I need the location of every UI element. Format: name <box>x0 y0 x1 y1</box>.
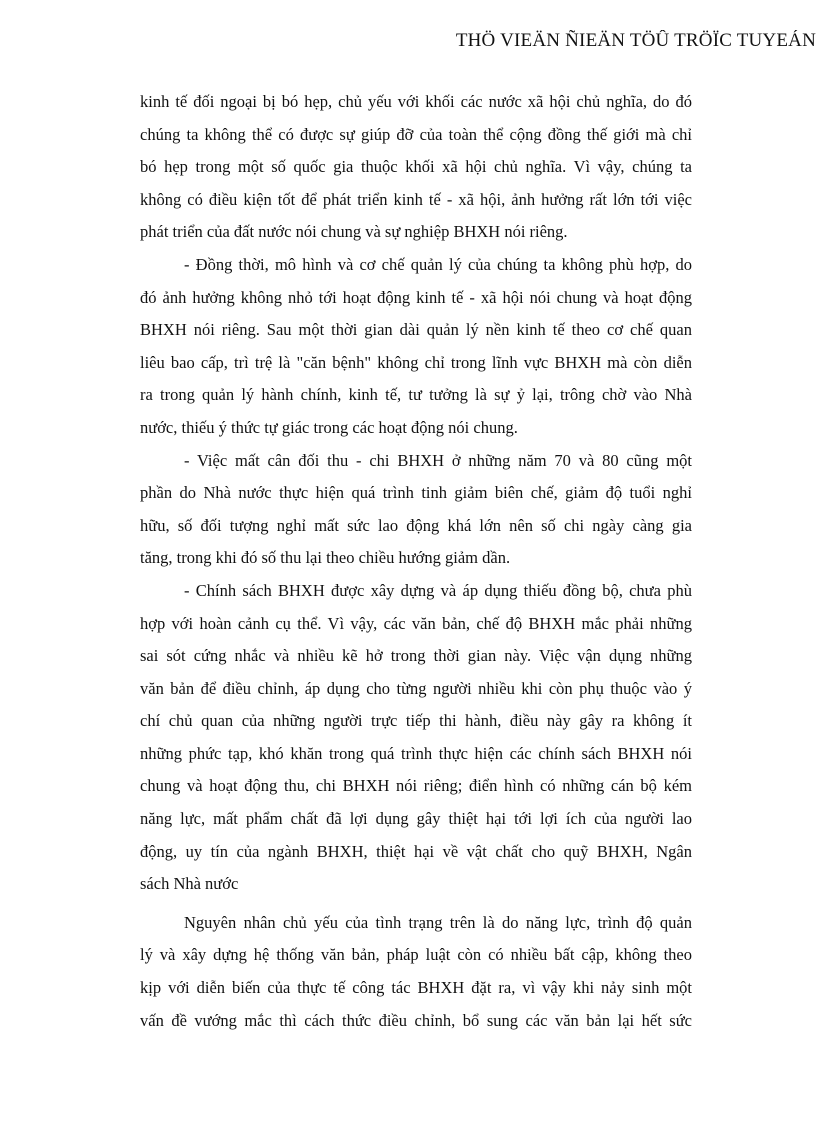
text-line: BHXH nói riêng. Sau một thời gian dài quản lý nền kinh tế theo cơ chế quan <box>140 320 692 340</box>
text-line: phát triển của đất nước nói chung và sự nghiệp BHXH nói riêng. <box>140 222 568 242</box>
text-line: nước, thiếu ý thức tự giác trong các hoạt động nói chung. <box>140 417 518 437</box>
text-line: kinh tế đối ngoại bị bó hẹp, chủ yếu với khối các nước xã hội chủ nghĩa, do đó <box>140 92 692 111</box>
text-line: lý và xây dựng hệ thống văn bản, pháp luật còn có nhiều bất cập, không theo <box>140 945 692 965</box>
paragraph-5 <box>140 907 692 1037</box>
text-line: ra trong quản lý hành chính, kinh tế, tư tưởng là sự ỷ lại, trông chờ vào Nhà <box>140 385 692 405</box>
page-header <box>356 30 816 52</box>
text-line: vấn đề vướng mắc thì cách thức điều chỉnh, bổ sung các văn bản lại hết sức <box>140 1010 692 1030</box>
paragraph-4 <box>140 575 692 901</box>
text-line: không có điều kiện tốt để phát triển kinh tế - xã hội, ảnh hưởng rất lớn tới việc <box>140 189 692 209</box>
header-title: THÖ VIEÄN ÑIEÄN TÖÛ TRÖÏC TUYEÁN <box>455 30 816 51</box>
text-line: chúng ta không thể có được sự giúp đỡ của toàn thể cộng đồng thế giới mà chỉ <box>140 124 692 144</box>
text-line: sách Nhà nước <box>140 874 239 894</box>
text-line: - Việc mất cân đối thu - chi BHXH ở những năm 70 và 80 cũng một <box>184 450 692 470</box>
text-line: tăng, trong khi đó số thu lại theo chiều hướng giảm dần. <box>140 548 511 568</box>
text-line: văn bản để điều chỉnh, áp dụng cho từng người nhiều khi còn phụ thuộc vào ý <box>140 678 692 698</box>
text-line: đó ảnh hưởng không nhỏ tới hoạt động kinh tế - xã hội nói chung và hoạt động <box>140 287 692 307</box>
text-line: năng lực, mất phẩm chất đã lợi dụng gây thiệt hại tới lợi ích của người lao <box>140 809 692 829</box>
text-line: Nguyên nhân chủ yếu của tình trạng trên là do năng lực, trình độ quản <box>184 912 692 932</box>
text-line: động, uy tín của ngành BHXH, thiệt hại về vật chất cho quỹ BHXH, Ngân <box>140 841 692 861</box>
paragraph-1 <box>140 86 692 249</box>
text-line: phần do Nhà nước thực hiện quá trình tinh giảm biên chế, giảm độ tuổi nghỉ <box>140 483 692 503</box>
paragraph-3 <box>140 445 692 575</box>
text-line: những phức tạp, khó khăn trong quá trình thực hiện các chính sách BHXH nói <box>140 743 692 763</box>
text-line: chung và hoạt động thu, chi BHXH nói riêng; điển hình có những cán bộ kém <box>140 776 692 796</box>
text-line: chí chủ quan của những người trực tiếp thi hành, điều này gây ra không ít <box>140 711 692 731</box>
paragraph-2 <box>140 249 692 445</box>
text-line: kịp với diễn biến của thực tế công tác BHXH đặt ra, vì vậy khi nảy sinh một <box>140 978 692 998</box>
document-body <box>140 86 692 1037</box>
text-line: hợp với hoàn cảnh cụ thể. Vì vậy, các văn bản, chế độ BHXH mắc phải những <box>140 613 692 633</box>
text-line: bó hẹp trong một số quốc gia thuộc khối xã hội chủ nghĩa. Vì vậy, chúng ta <box>140 157 692 177</box>
text-line: sai sót cứng nhắc và nhiều kẽ hở trong thời gian này. Việc vận dụng những <box>140 646 692 666</box>
text-line: - Chính sách BHXH được xây dựng và áp dụng thiếu đồng bộ, chưa phù <box>184 580 692 600</box>
text-line: hữu, số đối tượng nghỉ mất sức lao động khá lớn nên số chi ngày càng gia <box>140 515 692 535</box>
text-line: - Đồng thời, mô hình và cơ chế quản lý của chúng ta không phù hợp, do <box>184 254 692 274</box>
text-line: liêu bao cấp, trì trệ là "căn bệnh" không chỉ trong lĩnh vực BHXH mà còn diễn <box>140 352 692 372</box>
